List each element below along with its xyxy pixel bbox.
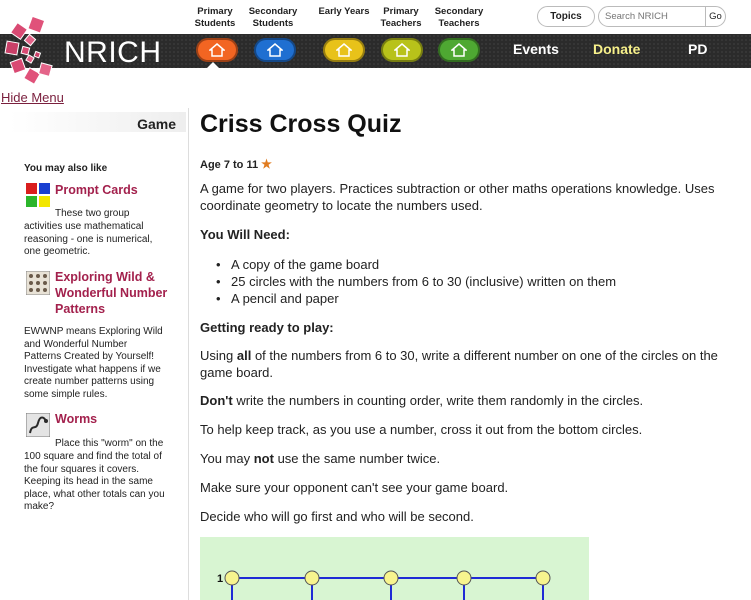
age-range: Age 7 to 11 ★ (200, 157, 272, 171)
secondary-students-home-button[interactable] (254, 38, 296, 62)
home-icon (267, 43, 283, 57)
secondary-teachers-home-button[interactable] (438, 38, 480, 62)
pd-link[interactable]: PD (688, 41, 708, 57)
early-years-home-button[interactable] (323, 38, 365, 62)
star-icon: ★ (261, 157, 272, 171)
primary-students-home-button[interactable] (196, 38, 238, 62)
nrich-logo-icon[interactable] (0, 14, 64, 88)
audience-primary-teachers[interactable]: Primary Teachers (380, 6, 422, 29)
number-patterns-icon[interactable] (26, 271, 50, 295)
sidebar-divider (188, 108, 189, 600)
board-circle (305, 571, 319, 585)
sidebar-heading: Game (137, 116, 176, 132)
you-will-need-heading: You Will Need: (200, 227, 290, 242)
list-item: • A copy of the game board (216, 256, 616, 273)
instruction-dont: Don't write the numbers in counting order, write them randomly in the circles. (200, 393, 644, 408)
related-desc-prompt-cards-cont: activities use mathematical reasoning - one is numerical, one geometric. (24, 221, 153, 257)
related-desc-prompt-cards: These two group (55, 208, 130, 219)
home-icon (209, 43, 225, 57)
topics-button[interactable]: Topics (537, 6, 595, 27)
board-row-label: 1 (217, 573, 224, 585)
instruction-may-not: You may not use the same number twice. (200, 451, 441, 466)
game-board-image (200, 537, 589, 600)
audience-secondary-teachers[interactable]: Secondary Teachers (434, 6, 484, 29)
sidebar-heading-bar (10, 112, 186, 132)
related-desc-number-patterns: EWWNP means Exploring Wild and Wonderful Number Patterns Created by Yourself! Investigate what happens if we create number patterns using some simple rules. (24, 326, 163, 400)
search-box (598, 6, 726, 27)
audience-secondary-students[interactable]: Secondary Students (248, 6, 298, 29)
audience-early-years[interactable]: Early Years (318, 6, 370, 17)
intro-text: A game for two players. Practices subtraction or other maths operations knowledge. Uses coordinate geometry to locate the numbers used. (200, 181, 715, 213)
related-desc-worms: Place this "worm" on the (55, 438, 164, 449)
search-go-button[interactable]: Go (705, 7, 725, 26)
board-circle (384, 571, 398, 585)
instruction-opponent: Make sure your opponent can't see your game board. (200, 480, 509, 495)
home-icon (336, 43, 352, 57)
list-item: • A pencil and paper (216, 290, 616, 307)
related-title-number-patterns[interactable]: Exploring Wild & Wonderful Number Patterns (55, 270, 168, 316)
events-link[interactable]: Events (513, 41, 559, 57)
list-item: • 25 circles with the numbers from 6 to 30 (inclusive) written on them (216, 273, 616, 290)
you-may-also-like-heading: You may also like (24, 163, 108, 174)
instruction-using-all: Using all of the numbers from 6 to 30, write a different number on one of the circles on the game board. (200, 348, 718, 380)
donate-link[interactable]: Donate (593, 41, 641, 57)
related-title-prompt-cards[interactable]: Prompt Cards (55, 183, 138, 197)
related-title-worms[interactable]: Worms (55, 412, 98, 426)
search-input[interactable] (599, 11, 705, 22)
board-circle (536, 571, 550, 585)
home-icon (451, 43, 467, 57)
prompt-cards-icon[interactable] (26, 183, 50, 207)
home-icon (394, 43, 410, 57)
audience-bar (0, 0, 751, 34)
instruction-decide: Decide who will go first and who will be second. (200, 509, 474, 524)
active-section-indicator (206, 62, 220, 69)
audience-primary-students[interactable]: Primary Students (194, 6, 236, 29)
page-title: Criss Cross Quiz (200, 110, 402, 138)
instruction-track: To help keep track, as you use a number, cross it out from the bottom circles. (200, 422, 643, 437)
you-will-need-list (216, 256, 616, 307)
board-circle (457, 571, 471, 585)
worms-icon[interactable] (26, 413, 50, 437)
game-board-grid (200, 537, 589, 600)
hide-menu-link[interactable]: Hide Menu (1, 90, 64, 105)
getting-ready-heading: Getting ready to play: (200, 320, 334, 335)
board-circle (225, 571, 239, 585)
related-desc-worms-cont: 100 square and find the total of the four squares it covers. Keeping its head in the same place, what other totals can you make? (24, 451, 165, 512)
nrich-logo-text[interactable]: NRICH (64, 36, 162, 69)
primary-teachers-home-button[interactable] (381, 38, 423, 62)
